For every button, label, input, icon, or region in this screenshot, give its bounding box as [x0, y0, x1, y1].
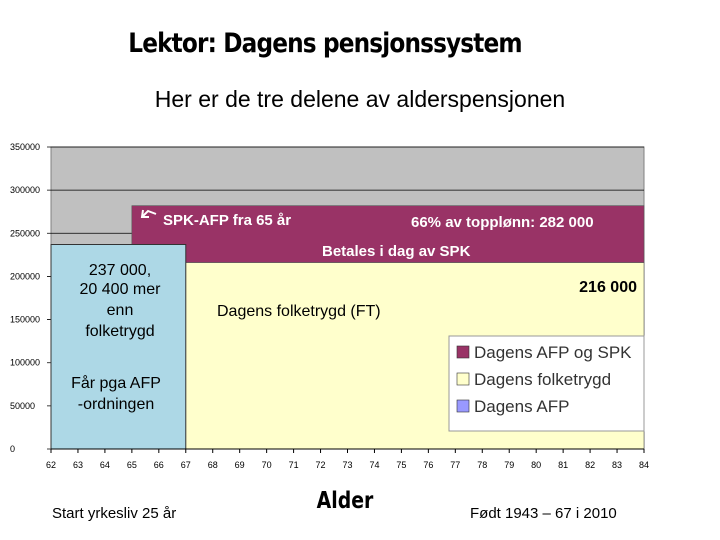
footer-right: Født 1943 – 67 i 2010: [470, 505, 617, 522]
x-tick-label: 73: [342, 460, 353, 470]
annotation-spk-afp: SPK-AFP fra 65 år: [163, 212, 292, 229]
x-tick-label: 74: [369, 460, 380, 470]
x-tick-label: 65: [126, 460, 137, 470]
annotation-ft-label: Dagens folketrygd (FT): [217, 303, 381, 320]
x-tick-label: 66: [153, 460, 164, 470]
y-tick-label: 100000: [10, 357, 41, 368]
y-tick-label: 250000: [10, 228, 41, 239]
afp-text-1: Får pga AFP: [71, 375, 161, 392]
page-subtitle: Her er de tre delene av alderspensjonen: [154, 86, 566, 112]
y-tick-label: 50000: [10, 400, 36, 411]
x-tick-label: 70: [261, 460, 272, 470]
x-tick-label: 81: [558, 460, 569, 470]
x-tick-label: 76: [423, 460, 434, 470]
y-tick-label: 0: [10, 444, 16, 454]
x-tick-label: 75: [396, 460, 407, 470]
x-tick-label: 77: [450, 460, 461, 470]
y-tick-label: 150000: [10, 314, 41, 325]
x-axis-title: Alder: [316, 488, 374, 514]
footer-left: Start yrkesliv 25 år: [52, 505, 177, 522]
annotation-betales: Betales i dag av SPK: [322, 243, 471, 260]
x-tick-label: 63: [72, 460, 83, 470]
x-tick-label: 78: [477, 460, 488, 470]
legend-label: Dagens AFP: [474, 397, 570, 416]
x-tick-label: 68: [207, 460, 218, 470]
legend-swatch: [457, 346, 469, 358]
block-text-2: 20 400 mer: [79, 281, 161, 298]
legend-label: Dagens folketrygd: [474, 370, 612, 389]
legend-swatch: [457, 373, 469, 385]
block-text-3: enn: [106, 302, 134, 319]
block-text-1: 237 000,: [88, 262, 152, 279]
x-tick-label: 83: [612, 460, 623, 470]
legend-label: Dagens AFP og SPK: [474, 343, 632, 362]
block-text-4: folketrygd: [85, 323, 155, 340]
x-tick-label: 84: [638, 460, 650, 470]
annotation-pct: 66% av topplønn: 282 000: [411, 214, 594, 231]
x-tick-label: 80: [531, 460, 542, 470]
x-tick-label: 72: [315, 460, 326, 470]
legend-swatch: [457, 400, 469, 412]
y-tick-label: 300000: [10, 185, 41, 196]
annotation-ft-value: 216 000: [579, 279, 637, 296]
x-tick-label: 62: [45, 460, 57, 470]
x-tick-label: 67: [180, 460, 191, 470]
y-tick-label: 350000: [10, 142, 41, 152]
x-tick-label: 79: [504, 460, 515, 470]
x-tick-label: 82: [585, 460, 596, 470]
y-tick-label: 200000: [10, 271, 41, 282]
x-tick-label: 71: [288, 460, 299, 470]
x-tick-label: 64: [99, 460, 110, 470]
page-title: Lektor: Dagens pensjonssystem: [128, 28, 522, 59]
afp-text-2: -ordningen: [77, 396, 155, 413]
legend: [449, 336, 644, 431]
x-tick-label: 69: [234, 460, 245, 470]
